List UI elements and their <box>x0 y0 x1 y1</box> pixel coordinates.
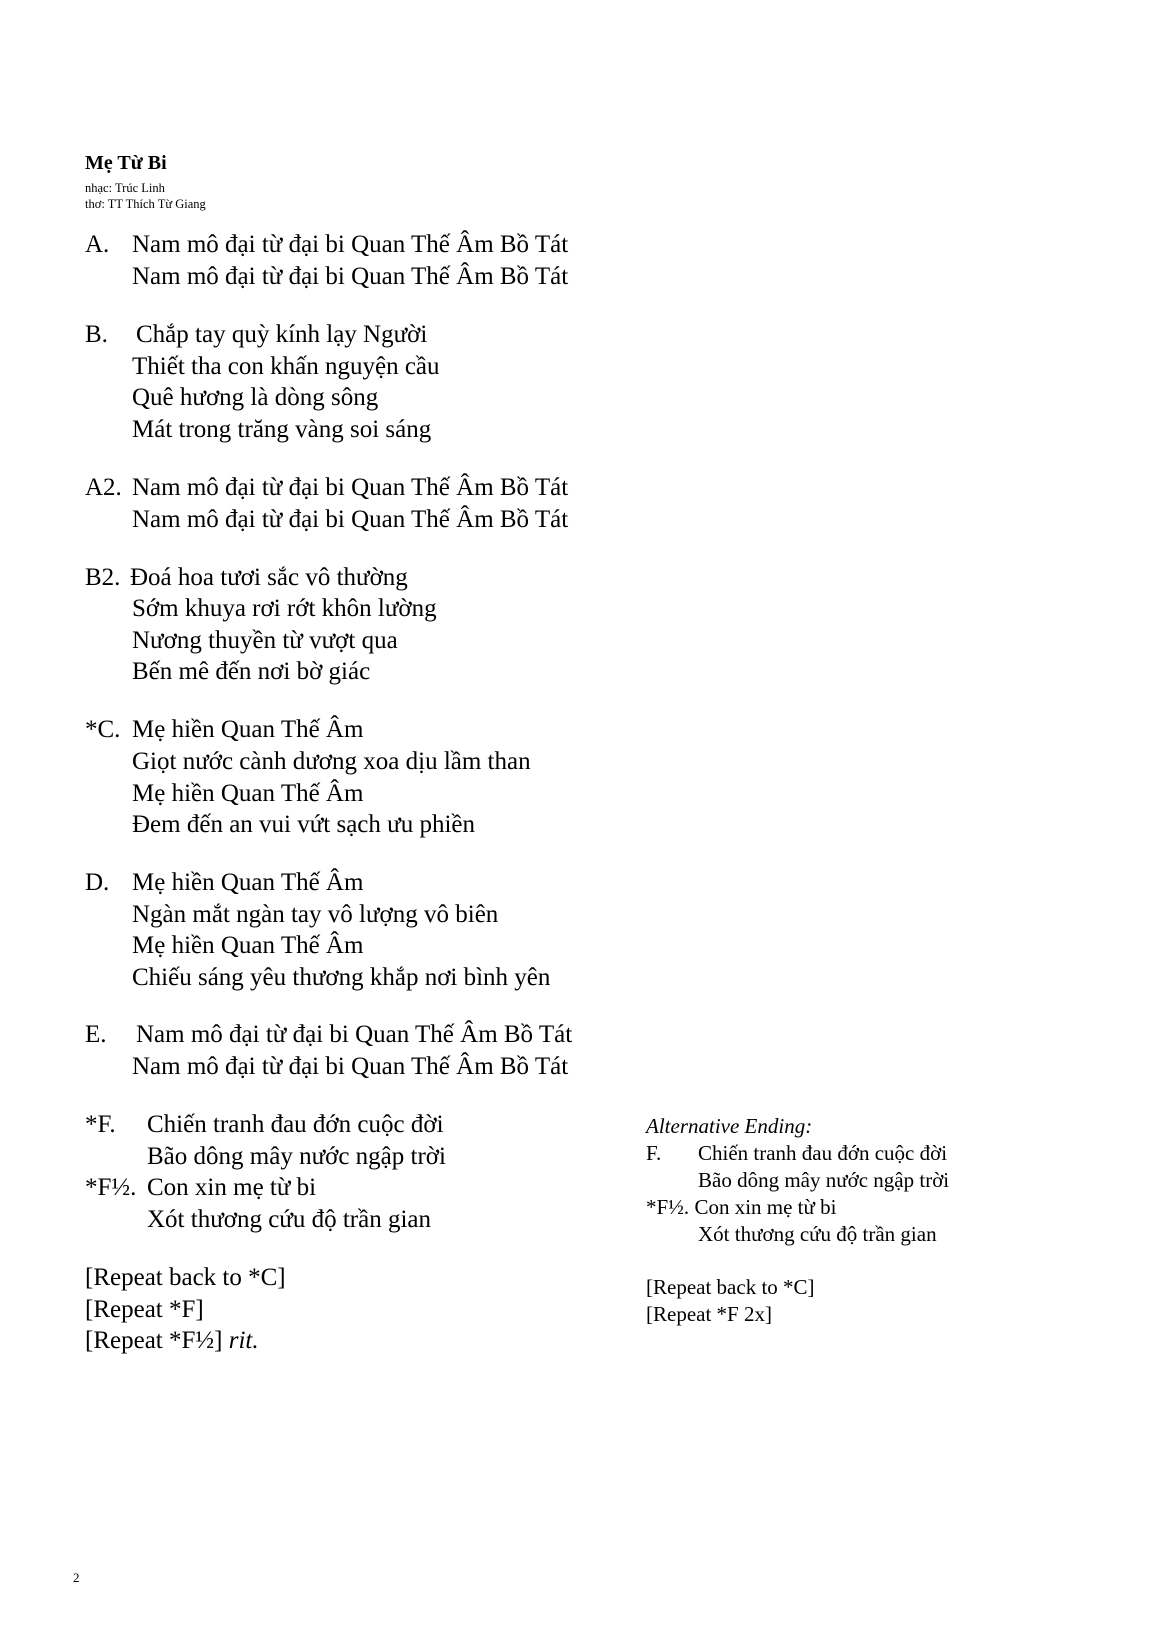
section-c-line-3: Mẹ hiền Quan Thế Âm <box>132 780 364 807</box>
lyric-line: Chắp tay quỳ kính lạy Người <box>136 321 428 348</box>
section-c-line-2: Giọt nước cành dương xoa dịu lầm than <box>132 748 531 775</box>
section-b2-line-3: Nương thuyền từ vượt qua <box>132 627 398 654</box>
section-b-line-1 <box>85 318 427 351</box>
section-d-line-1 <box>85 866 363 899</box>
section-f-label: *F. <box>85 1111 116 1138</box>
lyric-line: Con xin mẹ từ bi <box>694 1195 837 1219</box>
section-d-line-4: Chiếu sáng yêu thương khắp nơi bình yên <box>132 964 551 991</box>
repeat-instruction-3 <box>85 1324 259 1357</box>
alt-fhalf-line-2: Xót thương cứu độ trần gian <box>698 1222 937 1246</box>
alt-fhalf-line-1 <box>646 1195 837 1220</box>
lyric-line: Nam mô đại từ đại bi Quan Thế Âm Bồ Tát <box>132 231 569 258</box>
lyric-line: Nam mô đại từ đại bi Quan Thế Âm Bồ Tát <box>136 1021 573 1048</box>
lyric-line: Chiến tranh đau đớn cuộc đời <box>147 1111 444 1138</box>
lyric-line: Mẹ hiền Quan Thế Âm <box>132 869 364 896</box>
lyric-line: Chiến tranh đau đớn cuộc đời <box>698 1141 948 1165</box>
alt-repeat-2: [Repeat *F 2x] <box>646 1302 772 1326</box>
alt-fhalf-label: *F½. <box>646 1195 690 1219</box>
section-a-line-2: Nam mô đại từ đại bi Quan Thế Âm Bồ Tát <box>132 263 569 290</box>
section-b-label: B. <box>85 321 108 348</box>
section-fhalf-line-2: Xót thương cứu độ trần gian <box>147 1206 432 1233</box>
alt-repeat-1: [Repeat back to *C] <box>646 1275 815 1299</box>
rit-marking: rit. <box>228 1327 259 1354</box>
repeat-instruction-2: [Repeat *F] <box>85 1296 204 1323</box>
section-d-line-3: Mẹ hiền Quan Thế Âm <box>132 932 364 959</box>
alt-f-label: F. <box>646 1141 662 1165</box>
section-d-line-2: Ngàn mắt ngàn tay vô lượng vô biên <box>132 901 499 928</box>
song-title: Mẹ Từ Bi <box>85 152 167 174</box>
section-b-line-3: Quê hương là dòng sông <box>132 384 379 411</box>
section-a-line-1 <box>85 228 568 261</box>
lyric-line: Nam mô đại từ đại bi Quan Thế Âm Bồ Tát <box>132 474 569 501</box>
music-credit: nhạc: Trúc Linh <box>85 181 165 195</box>
lyric-line: Con xin mẹ từ bi <box>147 1174 317 1201</box>
lyric-line: Đoá hoa tươi sắc vô thường <box>130 564 408 591</box>
section-e-line-1 <box>85 1018 572 1051</box>
section-c-line-1 <box>85 713 363 746</box>
section-a-label: A. <box>85 231 110 258</box>
section-fhalf-label: *F½. <box>85 1174 137 1201</box>
alt-f-line-1 <box>646 1141 947 1166</box>
page-number: 2 <box>73 1570 80 1585</box>
section-b2-line-4: Bến mê đến nơi bờ giác <box>132 658 371 685</box>
section-b2-line-2: Sớm khuya rơi rớt khôn lường <box>132 595 437 622</box>
repeat-instruction-3-text: [Repeat *F½] <box>85 1327 223 1354</box>
section-d-label: D. <box>85 869 110 896</box>
section-e-label: E. <box>85 1021 107 1048</box>
lyric-line: Mẹ hiền Quan Thế Âm <box>132 716 364 743</box>
section-b-line-2: Thiết tha con khấn nguyện cầu <box>132 353 440 380</box>
section-a2-label: A2. <box>85 474 122 501</box>
section-b2-line-1 <box>85 561 408 594</box>
repeat-instruction-1: [Repeat back to *C] <box>85 1264 286 1291</box>
section-fhalf-line-1 <box>85 1171 316 1204</box>
section-c-line-4: Đem đến an vui vứt sạch ưu phiền <box>132 811 475 838</box>
section-b2-label: B2. <box>85 564 121 591</box>
section-f-line-2: Bão dông mây nước ngập trời <box>147 1143 446 1170</box>
section-e-line-2: Nam mô đại từ đại bi Quan Thế Âm Bồ Tát <box>132 1053 569 1080</box>
section-c-label: *C. <box>85 716 121 743</box>
alt-f-line-2: Bão dông mây nước ngập trời <box>698 1168 950 1192</box>
lyrics-credit: thơ: TT Thích Từ Giang <box>85 197 206 211</box>
section-f-line-1 <box>85 1108 444 1141</box>
alternative-ending-heading: Alternative Ending: <box>646 1114 813 1138</box>
section-a2-line-2: Nam mô đại từ đại bi Quan Thế Âm Bồ Tát <box>132 506 569 533</box>
section-b-line-4: Mát trong trăng vàng soi sáng <box>132 416 432 443</box>
section-a2-line-1 <box>85 471 568 504</box>
